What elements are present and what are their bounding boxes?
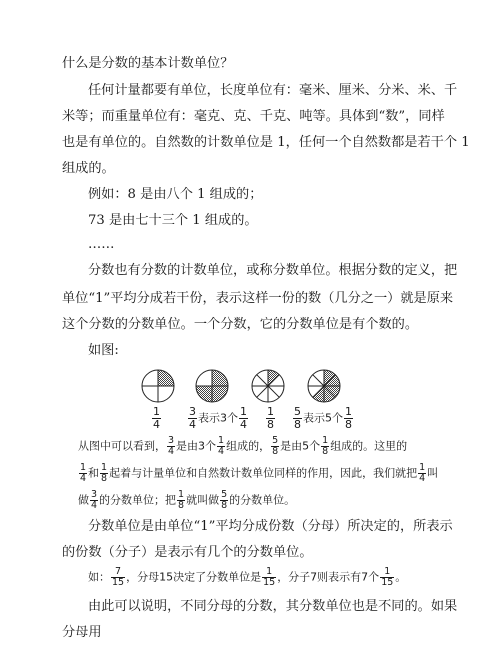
- paragraph-line: 单位“1”平均分成若干份，表示这样一份的数（几分之一）就是原来: [62, 291, 454, 306]
- figure-caption: 如图:: [88, 343, 119, 358]
- paragraph-line: 的份数（分子）是表示有几个的分数单位。: [62, 545, 313, 560]
- inline-fraction-line: 做 $\frac{3}{4}$ 的分数单位；把 $\frac{1}{8}$ 就叫做 $\frac{5}{8}$ 的分数单位。: [78, 489, 296, 511]
- page-title: 什么是分数的基本计数单位？: [62, 56, 234, 71]
- paragraph-line: 米等；而重量单位有：毫克、克、千克、吨等。具体到“数”，同样: [62, 109, 445, 124]
- fig-label-3: $\frac{1}{8}$: [267, 405, 274, 431]
- paragraph-line: 任何计量都要有单位，长度单位有：毫米、厘米、分米、米、千: [88, 83, 458, 98]
- circle-three-quarters: [196, 370, 228, 402]
- fraction-circles-figure: [140, 368, 360, 404]
- inline-fraction-line: 如： $\frac{7}{15}$ ，分母15决定了分数单位是 $\frac{1}{15}$ ，分子7则表示有7个 $\frac{1}{15}$ 。: [88, 566, 407, 588]
- circle-one-quarter: [142, 370, 174, 402]
- paragraph-line: 这个分数的分数单位。一个分数，它的分数单位是有个数的。: [62, 317, 419, 332]
- ellipsis: ……: [88, 237, 115, 252]
- paragraph-line: 也是有单位的。自然数的计数单位是 1，任何一个自然数都是若干个 1: [62, 135, 470, 150]
- example-line: 例如：8 是由八个 1 组成的；: [88, 187, 263, 202]
- fig-label-2: $\frac{3}{4}$ 表示3个 $\frac{1}{4}$: [189, 405, 247, 431]
- fig-label-4: $\frac{5}{8}$ 表示5个 $\frac{1}{8}$: [294, 405, 352, 431]
- paragraph-line: 由此可以说明，不同分母的分数，其分数单位也是不同的。如果: [88, 599, 458, 614]
- paragraph-line: 组成的。: [62, 161, 115, 176]
- example-line: 73 是由七十三个 1 组成的。: [88, 213, 258, 228]
- paragraph-line: 分数单位是由单位“1”平均分成份数（分母）所决定的，所表示: [88, 519, 453, 534]
- paragraph-line: 分数也有分数的计数单位，或称分数单位。根据分数的定义，把: [88, 263, 458, 278]
- fig-label-1: $\frac{1}{4}$: [153, 405, 160, 431]
- inline-fraction-line: $\frac{1}{4}$ 和 $\frac{1}{8}$ 起着与计量单位和自然数计数单位同样的作用，因此，我们就把 $\frac{1}{4}$ 叫: [80, 462, 439, 484]
- circle-five-eighths: [308, 370, 340, 402]
- inline-fraction-line: 从图中可以看到， $\frac{3}{4}$ 是由3个 $\frac{1}{4}$ 组成的， $\frac{5}{8}$ 是由5个 $\frac{1}{8}$ 组成的。这里的: [78, 435, 408, 457]
- paragraph-line: 分母用: [62, 625, 102, 640]
- circle-one-eighth: [252, 370, 284, 402]
